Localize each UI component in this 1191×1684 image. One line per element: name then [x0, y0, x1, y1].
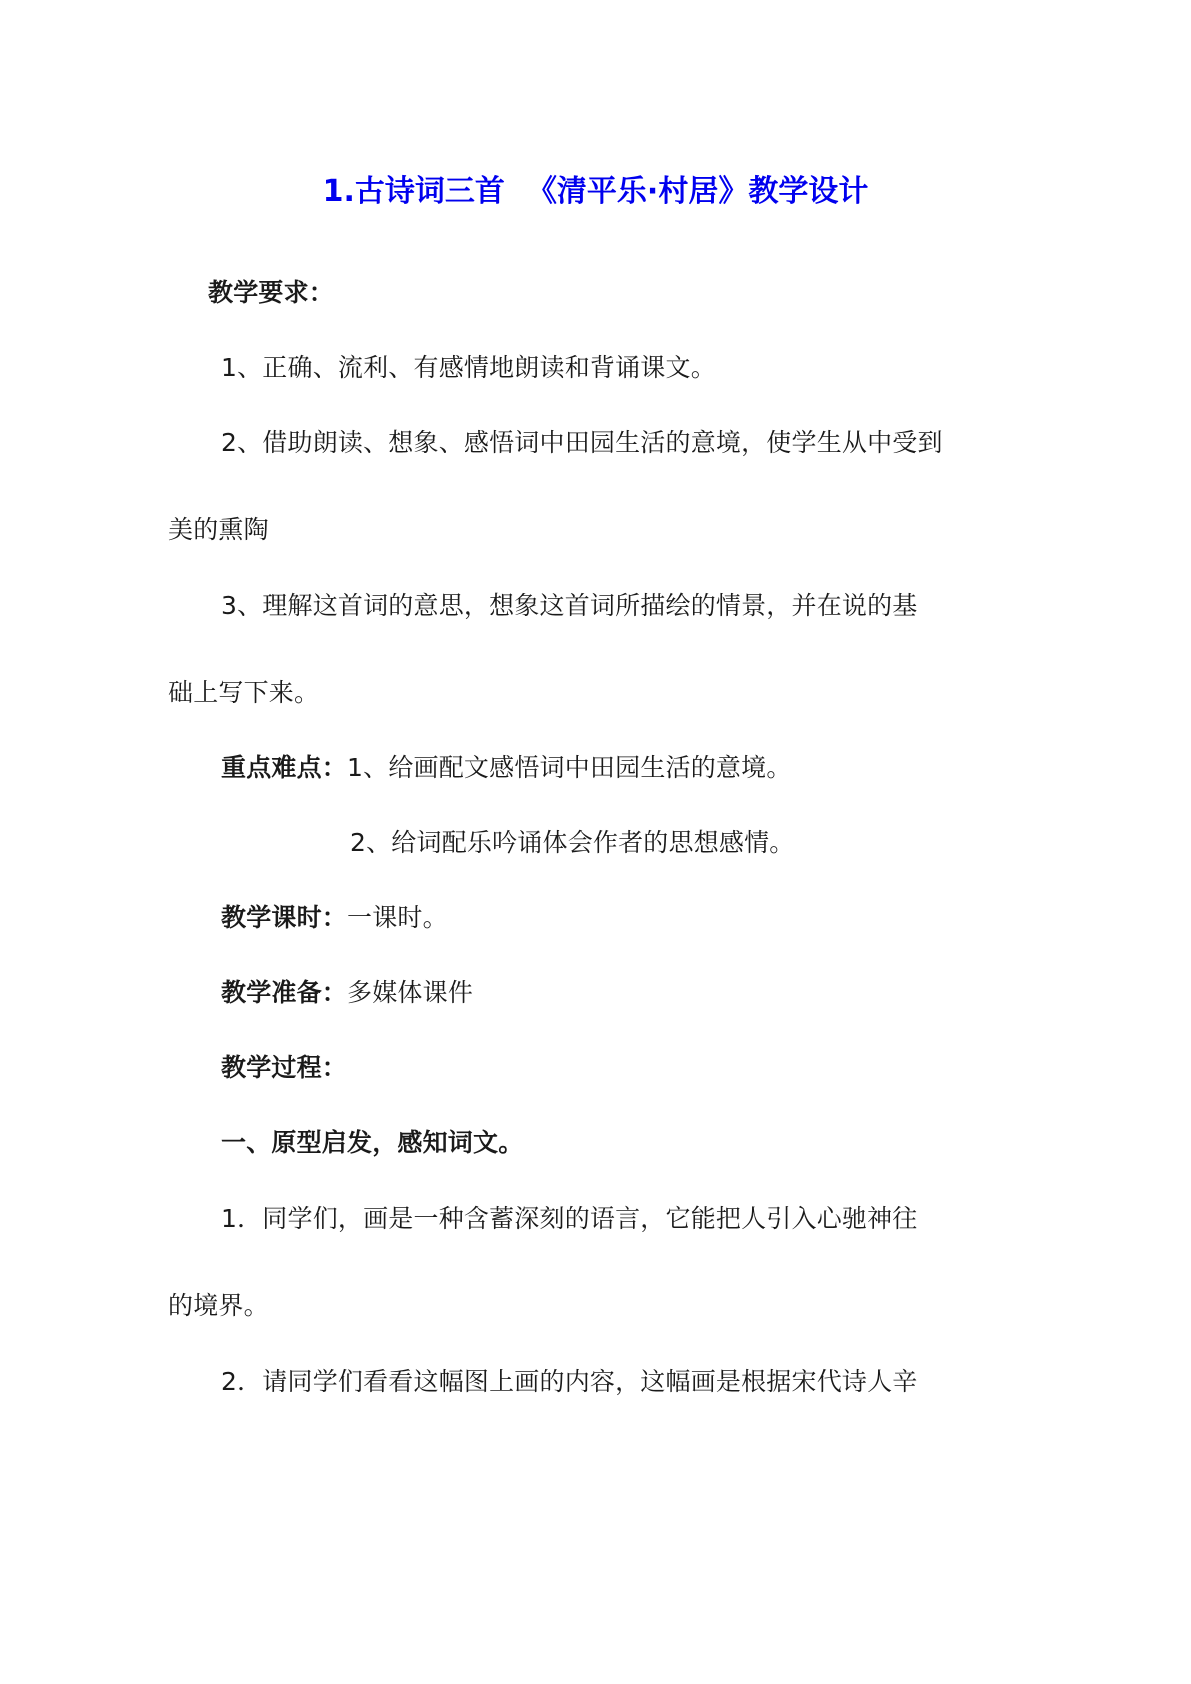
key-point-item-2: 2、给词配乐吟诵体会作者的思想感情。 [350, 828, 795, 857]
process-step-1-line-2: 的境界。 [168, 1291, 269, 1320]
key-points-row-1 [221, 752, 792, 784]
requirement-item-2-line-2: 美的熏陶 [168, 515, 269, 544]
preparation-label: 教学准备： [221, 978, 348, 1007]
process-heading: 教学过程： [221, 1053, 348, 1082]
requirement-item-2-line-1: 2、借助朗读、想象、感悟词中田园生活的意境，使学生从中受到 [221, 428, 943, 457]
document-title [0, 172, 1191, 212]
requirement-item-3-line-1: 3、理解这首词的意思，想象这首词所描绘的情景，并在说的基 [221, 591, 918, 620]
title-lesson-number: 1.古诗词三首 [322, 174, 505, 209]
class-hours-value: 一课时。 [347, 903, 448, 932]
preparation-row [221, 977, 473, 1009]
title-lesson-name: 《清平乐·村居》教学设计 [526, 174, 869, 209]
requirement-item-1: 1、正确、流利、有感情地朗读和背诵课文。 [221, 353, 716, 382]
requirements-heading: 教学要求： [208, 278, 335, 307]
process-step-1-line-1: 1．同学们，画是一种含蓄深刻的语言，它能把人引入心驰神往 [221, 1204, 918, 1233]
class-hours-label: 教学课时： [221, 903, 348, 932]
process-step-2-line-1: 2．请同学们看看这幅图上画的内容，这幅画是根据宋代诗人辛 [221, 1367, 918, 1396]
class-hours-row [221, 902, 448, 934]
key-point-item-1: 1、给画配文感悟词中田园生活的意境。 [347, 753, 792, 782]
key-points-label: 重点难点： [221, 753, 348, 782]
preparation-value: 多媒体课件 [347, 978, 474, 1007]
requirement-item-3-line-2: 础上写下来。 [168, 678, 320, 707]
process-section-1-heading: 一、原型启发，感知词文。 [221, 1128, 524, 1157]
